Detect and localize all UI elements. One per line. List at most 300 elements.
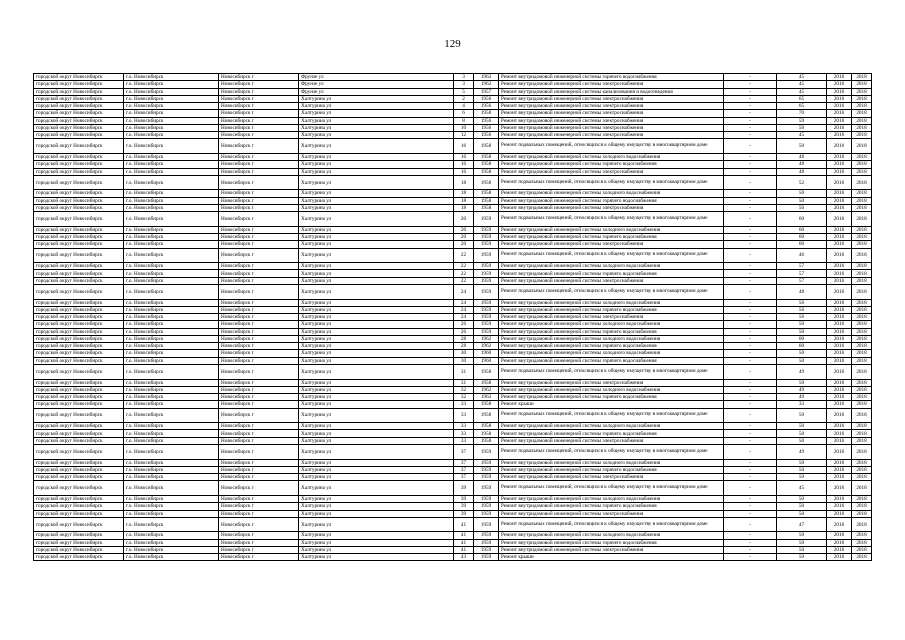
dash-cell: -	[724, 474, 777, 481]
house-number-cell: 39	[454, 510, 474, 517]
build-year-cell: 1959	[474, 517, 499, 532]
locality-cell: Новосибирск г	[219, 394, 299, 401]
table-row	[34, 74, 872, 81]
dash-cell: -	[724, 364, 777, 379]
municipality-cell: городской округ Новосибирск	[34, 335, 124, 342]
district-cell: г.о. Новосибирск	[124, 168, 219, 175]
year-from-cell: 2016	[827, 459, 852, 466]
municipality-cell: городской округ Новосибирск	[34, 517, 124, 532]
municipality-cell: городской округ Новосибирск	[34, 248, 124, 263]
cost-cell: 50	[777, 510, 827, 517]
locality-cell: Новосибирск г	[219, 364, 299, 379]
cost-cell: 33	[777, 401, 827, 408]
table-row	[34, 430, 872, 437]
dash-cell: -	[724, 161, 777, 168]
table-row	[34, 270, 872, 277]
locality-cell: Новосибирск г	[219, 517, 299, 532]
house-number-cell: 37	[454, 459, 474, 466]
work-type-cell: Ремонт внутридомовой инженерной системы электроснабжения	[499, 277, 724, 284]
district-cell: г.о. Новосибирск	[124, 153, 219, 160]
district-cell: г.о. Новосибирск	[124, 161, 219, 168]
dash-cell: -	[724, 234, 777, 241]
house-number-cell: 20	[454, 241, 474, 248]
cost-cell: 45	[777, 88, 827, 95]
municipality-cell: городской округ Новосибирск	[34, 539, 124, 546]
locality-cell: Новосибирск г	[219, 503, 299, 510]
locality-cell: Новосибирск г	[219, 234, 299, 241]
house-number-cell: 16	[454, 168, 474, 175]
district-cell: г.о. Новосибирск	[124, 364, 219, 379]
cost-cell: 50	[777, 350, 827, 357]
year-to-cell: 2018	[852, 394, 872, 401]
year-to-cell: 2018	[852, 510, 872, 517]
dash-cell: -	[724, 153, 777, 160]
cost-cell: 50	[777, 459, 827, 466]
year-from-cell: 2016	[827, 408, 852, 423]
table-row	[34, 321, 872, 328]
build-year-cell: 1959	[474, 474, 499, 481]
district-cell: г.о. Новосибирск	[124, 539, 219, 546]
build-year-cell: 1959	[474, 444, 499, 459]
cost-cell: 50	[777, 139, 827, 154]
locality-cell: Новосибирск г	[219, 444, 299, 459]
build-year-cell: 1958	[474, 364, 499, 379]
cost-cell: 50	[777, 423, 827, 430]
municipality-cell: городской округ Новосибирск	[34, 350, 124, 357]
table-row	[34, 161, 872, 168]
year-to-cell: 2018	[852, 408, 872, 423]
locality-cell: Новосибирск г	[219, 175, 299, 190]
house-number-cell: 22	[454, 248, 474, 263]
street-cell: Халтурина ул	[299, 474, 454, 481]
locality-cell: Новосибирск г	[219, 74, 299, 81]
district-cell: г.о. Новосибирск	[124, 234, 219, 241]
cost-cell: 57	[777, 270, 827, 277]
street-cell: Халтурина ул	[299, 263, 454, 270]
cost-cell: 45	[777, 481, 827, 496]
year-from-cell: 2016	[827, 328, 852, 335]
dash-cell: -	[724, 139, 777, 154]
build-year-cell: 1962	[474, 343, 499, 350]
year-to-cell: 2018	[852, 139, 872, 154]
build-year-cell: 1956	[474, 124, 499, 131]
house-number-cell: 2	[454, 95, 474, 102]
municipality-cell: городской округ Новосибирск	[34, 299, 124, 306]
district-cell: г.о. Новосибирск	[124, 314, 219, 321]
work-type-cell: Ремонт подвальных помещений, относящихся к общему имуществу в многоквартирном доме	[499, 212, 724, 227]
street-cell: Халтурина ул	[299, 343, 454, 350]
municipality-cell: городской округ Новосибирск	[34, 161, 124, 168]
district-cell: г.о. Новосибирск	[124, 444, 219, 459]
work-type-cell: Ремонт внутридомовой инженерной системы холодного водоснабжения	[499, 532, 724, 539]
work-type-cell: Ремонт внутридомовой инженерной системы горячего водоснабжения	[499, 503, 724, 510]
house-number-cell: 20	[454, 234, 474, 241]
work-type-cell: Ремонт внутридомовой инженерной системы холодного водоснабжения	[499, 350, 724, 357]
municipality-cell: городской округ Новосибирск	[34, 481, 124, 496]
year-from-cell: 2016	[827, 539, 852, 546]
year-to-cell: 2018	[852, 263, 872, 270]
work-type-cell: Ремонт внутридомовой инженерной системы электроснабжения	[499, 132, 724, 139]
build-year-cell: 1958	[474, 430, 499, 437]
street-cell: Халтурина ул	[299, 270, 454, 277]
year-from-cell: 2016	[827, 197, 852, 204]
street-cell: Халтурина ул	[299, 495, 454, 502]
table-row	[34, 175, 872, 190]
build-year-cell: 1959	[474, 314, 499, 321]
work-type-cell: Ремонт подвальных помещений, относящихся к общему имуществу в многоквартирном доме	[499, 284, 724, 299]
street-cell: Халтурина ул	[299, 161, 454, 168]
table-row	[34, 204, 872, 211]
work-type-cell: Ремонт внутридомовой инженерной системы холодного водоснабжения	[499, 321, 724, 328]
locality-cell: Новосибирск г	[219, 554, 299, 561]
year-to-cell: 2018	[852, 379, 872, 386]
district-cell: г.о. Новосибирск	[124, 248, 219, 263]
house-number-cell: 30	[454, 357, 474, 364]
municipality-cell: городской округ Новосибирск	[34, 168, 124, 175]
build-year-cell: 1959	[474, 495, 499, 502]
street-cell: Халтурина ул	[299, 132, 454, 139]
year-to-cell: 2018	[852, 175, 872, 190]
municipality-cell: городской округ Новосибирск	[34, 474, 124, 481]
municipality-cell: городской округ Новосибирск	[34, 466, 124, 473]
street-cell: Халтурина ул	[299, 517, 454, 532]
year-from-cell: 2016	[827, 263, 852, 270]
cost-cell: 50	[777, 321, 827, 328]
build-year-cell: 1959	[474, 554, 499, 561]
table-row	[34, 168, 872, 175]
year-from-cell: 2016	[827, 495, 852, 502]
house-number-cell: 33	[454, 437, 474, 444]
table-row	[34, 95, 872, 102]
year-from-cell: 2016	[827, 554, 852, 561]
municipality-cell: городской округ Новосибирск	[34, 444, 124, 459]
year-from-cell: 2016	[827, 430, 852, 437]
year-from-cell: 2016	[827, 386, 852, 393]
municipality-cell: городской округ Новосибирск	[34, 306, 124, 313]
year-to-cell: 2018	[852, 241, 872, 248]
district-cell: г.о. Новосибирск	[124, 510, 219, 517]
build-year-cell: 1962	[474, 74, 499, 81]
street-cell: Халтурина ул	[299, 103, 454, 110]
municipality-cell: городской округ Новосибирск	[34, 197, 124, 204]
district-cell: г.о. Новосибирск	[124, 328, 219, 335]
build-year-cell: 1960	[474, 357, 499, 364]
district-cell: г.о. Новосибирск	[124, 459, 219, 466]
dash-cell: -	[724, 546, 777, 553]
table-row	[34, 234, 872, 241]
cost-cell: 48	[777, 153, 827, 160]
dash-cell: -	[724, 299, 777, 306]
district-cell: г.о. Новосибирск	[124, 321, 219, 328]
work-type-cell: Ремонт внутридомовой инженерной системы электроснабжения	[499, 510, 724, 517]
locality-cell: Новосибирск г	[219, 306, 299, 313]
build-year-cell: 1959	[474, 510, 499, 517]
municipality-cell: городской округ Новосибирск	[34, 554, 124, 561]
locality-cell: Новосибирск г	[219, 539, 299, 546]
work-type-cell: Ремонт внутридомовой инженерной системы горячего водоснабжения	[499, 74, 724, 81]
work-type-cell: Ремонт внутридомовой инженерной системы горячего водоснабжения	[499, 270, 724, 277]
build-year-cell: 1962	[474, 394, 499, 401]
dash-cell: -	[724, 539, 777, 546]
table-row	[34, 495, 872, 502]
street-cell: Халтурина ул	[299, 539, 454, 546]
locality-cell: Новосибирск г	[219, 328, 299, 335]
year-from-cell: 2016	[827, 401, 852, 408]
build-year-cell: 1959	[474, 321, 499, 328]
district-cell: г.о. Новосибирск	[124, 277, 219, 284]
work-type-cell: Ремонт внутридомовой инженерной системы электроснабжения	[499, 81, 724, 88]
year-from-cell: 2016	[827, 437, 852, 444]
dash-cell: -	[724, 386, 777, 393]
municipality-cell: городской округ Новосибирск	[34, 546, 124, 553]
table-row	[34, 386, 872, 393]
house-number-cell: 4	[454, 103, 474, 110]
locality-cell: Новосибирск г	[219, 124, 299, 131]
dash-cell: -	[724, 437, 777, 444]
year-to-cell: 2018	[852, 124, 872, 131]
year-from-cell: 2016	[827, 394, 852, 401]
cost-cell: 50	[777, 379, 827, 386]
year-from-cell: 2016	[827, 204, 852, 211]
year-to-cell: 2018	[852, 168, 872, 175]
municipality-cell: городской округ Новосибирск	[34, 503, 124, 510]
cost-cell: 60	[777, 343, 827, 350]
table-row	[34, 437, 872, 444]
house-number-cell: 33	[454, 401, 474, 408]
locality-cell: Новосибирск г	[219, 408, 299, 423]
year-to-cell: 2018	[852, 132, 872, 139]
year-to-cell: 2018	[852, 74, 872, 81]
table-row	[34, 284, 872, 299]
year-from-cell: 2016	[827, 234, 852, 241]
table-row	[34, 306, 872, 313]
year-to-cell: 2018	[852, 364, 872, 379]
locality-cell: Новосибирск г	[219, 299, 299, 306]
house-number-cell: 31	[454, 364, 474, 379]
year-to-cell: 2018	[852, 299, 872, 306]
year-to-cell: 2018	[852, 328, 872, 335]
district-cell: г.о. Новосибирск	[124, 263, 219, 270]
street-cell: Халтурина ул	[299, 386, 454, 393]
table-row	[34, 350, 872, 357]
build-year-cell: 1958	[474, 437, 499, 444]
locality-cell: Новосибирск г	[219, 132, 299, 139]
work-type-cell: Ремонт подвальных помещений, относящихся к общему имуществу в многоквартирном доме	[499, 175, 724, 190]
table-row	[34, 248, 872, 263]
work-type-cell: Ремонт крыши	[499, 554, 724, 561]
house-number-cell: 20	[454, 226, 474, 233]
year-to-cell: 2018	[852, 423, 872, 430]
house-number-cell: 24	[454, 306, 474, 313]
year-to-cell: 2018	[852, 539, 872, 546]
house-number-cell: 37	[454, 474, 474, 481]
municipality-cell: городской округ Новосибирск	[34, 401, 124, 408]
district-cell: г.о. Новосибирск	[124, 139, 219, 154]
year-to-cell: 2018	[852, 401, 872, 408]
cost-cell: 50	[777, 495, 827, 502]
build-year-cell: 1960	[474, 350, 499, 357]
cost-cell: 57	[777, 263, 827, 270]
street-cell: Халтурина ул	[299, 408, 454, 423]
municipality-cell: городской округ Новосибирск	[34, 284, 124, 299]
year-from-cell: 2016	[827, 510, 852, 517]
street-cell: Халтурина ул	[299, 168, 454, 175]
municipality-cell: городской округ Новосибирск	[34, 459, 124, 466]
dash-cell: -	[724, 175, 777, 190]
year-from-cell: 2016	[827, 161, 852, 168]
year-to-cell: 2018	[852, 430, 872, 437]
municipality-cell: городской округ Новосибирск	[34, 532, 124, 539]
table-row	[34, 335, 872, 342]
street-cell: Халтурина ул	[299, 124, 454, 131]
dash-cell: -	[724, 248, 777, 263]
house-number-cell: 33	[454, 430, 474, 437]
cost-cell: 56	[777, 314, 827, 321]
dash-cell: -	[724, 197, 777, 204]
build-year-cell: 1959	[474, 241, 499, 248]
municipality-cell: городской округ Новосибирск	[34, 321, 124, 328]
cost-cell: 45	[777, 74, 827, 81]
table-row	[34, 328, 872, 335]
cost-cell: 49	[777, 386, 827, 393]
table-row	[34, 124, 872, 131]
house-number-cell: 18	[454, 175, 474, 190]
cost-cell: 50	[777, 190, 827, 197]
build-year-cell: 1956	[474, 117, 499, 124]
year-from-cell: 2016	[827, 153, 852, 160]
table-row	[34, 423, 872, 430]
street-cell: Халтурина ул	[299, 226, 454, 233]
table-row	[34, 532, 872, 539]
dash-cell: -	[724, 103, 777, 110]
municipality-cell: городской округ Новосибирск	[34, 204, 124, 211]
table-row	[34, 132, 872, 139]
cost-cell: 50	[777, 204, 827, 211]
work-type-cell: Ремонт внутридомовой инженерной системы электроснабжения	[499, 379, 724, 386]
municipality-cell: городской округ Новосибирск	[34, 153, 124, 160]
year-from-cell: 2016	[827, 306, 852, 313]
municipality-cell: городской округ Новосибирск	[34, 394, 124, 401]
year-from-cell: 2016	[827, 503, 852, 510]
table-row	[34, 466, 872, 473]
district-cell: г.о. Новосибирск	[124, 437, 219, 444]
year-from-cell: 2016	[827, 95, 852, 102]
dash-cell: -	[724, 503, 777, 510]
district-cell: г.о. Новосибирск	[124, 546, 219, 553]
year-from-cell: 2016	[827, 284, 852, 299]
work-type-cell: Ремонт внутридомовой инженерной системы электроснабжения	[499, 437, 724, 444]
work-type-cell: Ремонт внутридомовой инженерной системы холодного водоснабжения	[499, 386, 724, 393]
house-number-cell: 39	[454, 481, 474, 496]
dash-cell: -	[724, 110, 777, 117]
year-to-cell: 2018	[852, 190, 872, 197]
district-cell: г.о. Новосибирск	[124, 124, 219, 131]
build-year-cell: 1958	[474, 197, 499, 204]
build-year-cell: 1957	[474, 88, 499, 95]
district-cell: г.о. Новосибирск	[124, 284, 219, 299]
locality-cell: Новосибирск г	[219, 241, 299, 248]
street-cell: Халтурина ул	[299, 444, 454, 459]
year-from-cell: 2016	[827, 481, 852, 496]
year-to-cell: 2018	[852, 270, 872, 277]
work-type-cell: Ремонт внутридомовой инженерной системы горячего водоснабжения	[499, 234, 724, 241]
municipality-cell: городской округ Новосибирск	[34, 175, 124, 190]
table-row	[34, 314, 872, 321]
build-year-cell: 1962	[474, 81, 499, 88]
build-year-cell: 1958	[474, 423, 499, 430]
street-cell: Халтурина ул	[299, 328, 454, 335]
locality-cell: Новосибирск г	[219, 350, 299, 357]
district-cell: г.о. Новосибирск	[124, 517, 219, 532]
table-row	[34, 539, 872, 546]
table-row	[34, 241, 872, 248]
district-cell: г.о. Новосибирск	[124, 197, 219, 204]
dash-cell: -	[724, 328, 777, 335]
municipality-cell: городской округ Новосибирск	[34, 408, 124, 423]
work-type-cell: Ремонт внутридомовой инженерной системы холодного водоснабжения	[499, 226, 724, 233]
locality-cell: Новосибирск г	[219, 161, 299, 168]
house-number-cell: 26	[454, 321, 474, 328]
dash-cell: -	[724, 81, 777, 88]
district-cell: г.о. Новосибирск	[124, 132, 219, 139]
municipality-cell: городской округ Новосибирск	[34, 379, 124, 386]
cost-cell: 45	[777, 132, 827, 139]
dash-cell: -	[724, 190, 777, 197]
build-year-cell: 1956	[474, 95, 499, 102]
table-row	[34, 408, 872, 423]
dash-cell: -	[724, 284, 777, 299]
street-cell: Халтурина ул	[299, 284, 454, 299]
cost-cell: 49	[777, 444, 827, 459]
cost-cell: 50	[777, 554, 827, 561]
year-from-cell: 2016	[827, 110, 852, 117]
house-number-cell: 16	[454, 161, 474, 168]
house-number-cell: 22	[454, 277, 474, 284]
house-number-cell: 18	[454, 197, 474, 204]
table-row	[34, 357, 872, 364]
street-cell: Халтурина ул	[299, 546, 454, 553]
district-cell: г.о. Новосибирск	[124, 495, 219, 502]
street-cell: Халтурина ул	[299, 95, 454, 102]
municipality-cell: городской округ Новосибирск	[34, 88, 124, 95]
locality-cell: Новосибирск г	[219, 481, 299, 496]
street-cell: Халтурина ул	[299, 197, 454, 204]
work-type-cell: Ремонт внутридомовой инженерной системы горячего водоснабжения	[499, 161, 724, 168]
house-number-cell: 8	[454, 117, 474, 124]
street-cell: Фрунзе ул	[299, 88, 454, 95]
house-number-cell: 33	[454, 408, 474, 423]
build-year-cell: 1958	[474, 168, 499, 175]
year-to-cell: 2018	[852, 532, 872, 539]
table-body	[34, 74, 872, 561]
build-year-cell: 1959	[474, 546, 499, 553]
year-from-cell: 2016	[827, 444, 852, 459]
work-type-cell: Ремонт внутридомовой инженерной системы горячего водоснабжения	[499, 306, 724, 313]
street-cell: Халтурина ул	[299, 350, 454, 357]
locality-cell: Новосибирск г	[219, 437, 299, 444]
build-year-cell: 1958	[474, 175, 499, 190]
municipality-cell: городской округ Новосибирск	[34, 212, 124, 227]
year-from-cell: 2016	[827, 379, 852, 386]
municipality-cell: городской округ Новосибирск	[34, 437, 124, 444]
table-row	[34, 364, 872, 379]
build-year-cell: 1958	[474, 379, 499, 386]
municipality-cell: городской округ Новосибирск	[34, 510, 124, 517]
municipality-cell: городской округ Новосибирск	[34, 226, 124, 233]
district-cell: г.о. Новосибирск	[124, 430, 219, 437]
dash-cell: -	[724, 263, 777, 270]
district-cell: г.о. Новосибирск	[124, 175, 219, 190]
